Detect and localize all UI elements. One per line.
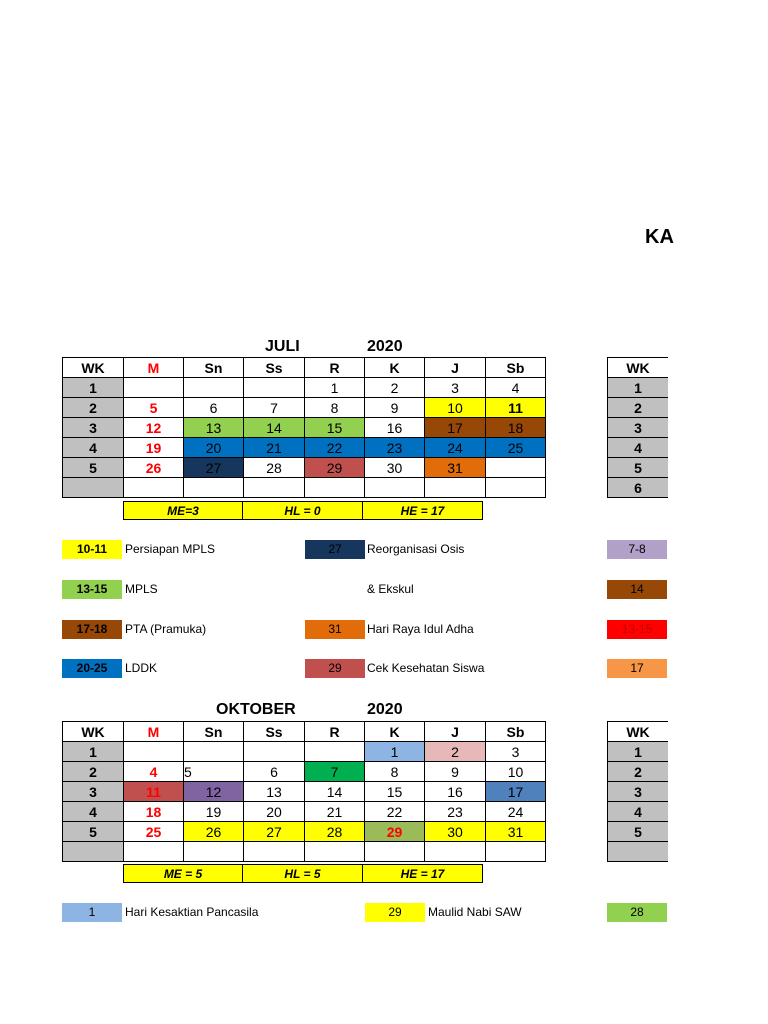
day-cell: [244, 842, 305, 862]
header-wk: WK: [608, 358, 669, 378]
right-calendar-partial-bottom: [607, 721, 668, 862]
day-cell: 1: [305, 378, 365, 398]
header-wk: WK: [608, 722, 669, 742]
header-jumat: J: [425, 358, 486, 378]
day-cell: 12: [124, 418, 184, 438]
table-row: [63, 742, 546, 762]
day-cell: 22: [365, 802, 425, 822]
week-number: 1: [63, 378, 124, 398]
juli-header-row: [63, 358, 546, 378]
legend-swatch: 29: [365, 903, 425, 922]
day-cell: [365, 478, 425, 498]
legend-swatch: 29: [305, 659, 365, 678]
header-senin: Sn: [184, 358, 244, 378]
day-cell: [184, 378, 244, 398]
header-sabtu: Sb: [486, 358, 546, 378]
day-cell: 1: [365, 742, 425, 762]
day-cell: 17: [486, 782, 546, 802]
day-cell: 12: [184, 782, 244, 802]
legend-label: Cek Kesehatan Siswa: [367, 661, 485, 675]
day-cell: [486, 458, 546, 478]
oktober-month-title: OKTOBER: [216, 701, 296, 718]
day-cell: 21: [305, 802, 365, 822]
legend-swatch: 20-25: [62, 659, 122, 678]
week-number: [63, 842, 124, 862]
day-cell: [305, 478, 365, 498]
summary-hl: HL = 0: [243, 501, 363, 520]
day-cell: 3: [486, 742, 546, 762]
table-row: [63, 842, 546, 862]
day-cell: [184, 742, 244, 762]
day-cell: 9: [365, 398, 425, 418]
oktober-year-title: 2020: [367, 701, 403, 718]
table-row: [63, 418, 546, 438]
day-cell: 16: [365, 418, 425, 438]
legend-swatch: 1: [62, 903, 122, 922]
day-cell: 2: [365, 378, 425, 398]
day-cell: 5: [184, 762, 244, 782]
header-selasa: Ss: [244, 358, 305, 378]
day-cell: 30: [365, 458, 425, 478]
week-number: 5: [63, 822, 124, 842]
day-cell: [486, 478, 546, 498]
day-cell: 28: [244, 458, 305, 478]
day-cell: 27: [184, 458, 244, 478]
juli-month-title: JULI: [265, 338, 300, 355]
day-cell: 31: [486, 822, 546, 842]
day-cell: 13: [244, 782, 305, 802]
summary-me: ME = 5: [123, 864, 243, 883]
legend-swatch: 28: [607, 903, 667, 922]
day-cell: 27: [244, 822, 305, 842]
legend-label: Reorganisasi Osis: [367, 542, 465, 556]
legend-label: Persiapan MPLS: [125, 542, 216, 556]
day-cell: [124, 842, 184, 862]
day-cell: 29: [305, 458, 365, 478]
day-cell: [365, 842, 425, 862]
day-cell: 2: [425, 742, 486, 762]
day-cell: 10: [486, 762, 546, 782]
juli-summary: [123, 501, 483, 520]
week-number: 3: [63, 418, 124, 438]
day-cell: [486, 842, 546, 862]
header-minggu: M: [124, 358, 184, 378]
day-cell: 3: [425, 378, 486, 398]
day-cell: 4: [124, 762, 184, 782]
week-number: [608, 842, 669, 862]
day-cell: 17: [425, 418, 486, 438]
header-kamis: K: [365, 722, 425, 742]
header-selasa: Ss: [244, 722, 305, 742]
day-cell: 4: [486, 378, 546, 398]
week-number: 1: [63, 742, 124, 762]
week-number: 2: [608, 762, 669, 782]
day-cell: 19: [184, 802, 244, 822]
day-cell: 22: [305, 438, 365, 458]
oktober-header-row: [63, 722, 546, 742]
day-cell: 5: [124, 398, 184, 418]
legend-label: PTA (Pramuka): [125, 622, 207, 636]
day-cell: 18: [486, 418, 546, 438]
table-row: [63, 782, 546, 802]
juli-year-title: 2020: [367, 338, 403, 355]
day-cell: 20: [244, 802, 305, 822]
legend-swatch: 10-11: [62, 540, 122, 559]
day-cell: [124, 478, 184, 498]
day-cell: 25: [486, 438, 546, 458]
day-cell: 23: [365, 438, 425, 458]
oktober-calendar-table: [62, 721, 546, 862]
day-cell: 9: [425, 762, 486, 782]
header-minggu: M: [124, 722, 184, 742]
legend-label: MPLS: [125, 582, 158, 596]
day-cell: [425, 478, 486, 498]
day-cell: 21: [244, 438, 305, 458]
day-cell: 13: [184, 418, 244, 438]
header-wk: WK: [63, 358, 124, 378]
juli-calendar-table: [62, 357, 546, 498]
day-cell: 29: [365, 822, 425, 842]
day-cell: [244, 378, 305, 398]
week-number: 4: [63, 438, 124, 458]
table-row: [63, 762, 546, 782]
day-cell: [305, 742, 365, 762]
day-cell: 24: [425, 438, 486, 458]
table-row: [63, 478, 546, 498]
legend-label: Maulid Nabi SAW: [428, 905, 522, 919]
week-number: 3: [608, 782, 669, 802]
legend-swatch: 13-15: [607, 620, 667, 639]
day-cell: 15: [305, 418, 365, 438]
header-senin: Sn: [184, 722, 244, 742]
legend-label: Hari Kesaktian Pancasila: [125, 905, 259, 919]
week-number: 2: [608, 398, 669, 418]
table-row: [63, 458, 546, 478]
week-number: 2: [63, 762, 124, 782]
right-calendar-partial: [607, 357, 668, 498]
day-cell: 25: [124, 822, 184, 842]
day-cell: 26: [124, 458, 184, 478]
day-cell: 14: [305, 782, 365, 802]
table-row: [63, 822, 546, 842]
table-row: [63, 802, 546, 822]
day-cell: [244, 478, 305, 498]
week-number: 5: [608, 458, 669, 478]
week-number: 4: [608, 802, 669, 822]
week-number: 6: [608, 478, 669, 498]
week-number: 1: [608, 742, 669, 762]
summary-me: ME=3: [123, 501, 243, 520]
week-number: 4: [63, 802, 124, 822]
summary-he: HE = 17: [363, 864, 483, 883]
legend-swatch: 14: [607, 580, 667, 599]
legend-swatch: 13-15: [62, 580, 122, 599]
day-cell: 30: [425, 822, 486, 842]
day-cell: 11: [124, 782, 184, 802]
week-number: 2: [63, 398, 124, 418]
legend-label: Hari Raya Idul Adha: [367, 622, 474, 636]
header-sabtu: Sb: [486, 722, 546, 742]
day-cell: 8: [305, 398, 365, 418]
day-cell: 6: [184, 398, 244, 418]
week-number: 5: [608, 822, 669, 842]
day-cell: 7: [305, 762, 365, 782]
day-cell: 10: [425, 398, 486, 418]
oktober-summary: [123, 864, 483, 883]
legend-swatch: 7-8: [607, 540, 667, 559]
legend-swatch: 27: [305, 540, 365, 559]
day-cell: 26: [184, 822, 244, 842]
day-cell: [184, 842, 244, 862]
day-cell: [425, 842, 486, 862]
day-cell: [244, 742, 305, 762]
day-cell: 16: [425, 782, 486, 802]
day-cell: 28: [305, 822, 365, 842]
legend-swatch: 31: [305, 620, 365, 639]
week-number: 5: [63, 458, 124, 478]
page-title: KA: [645, 226, 674, 248]
week-number: 3: [608, 418, 669, 438]
table-row: [63, 438, 546, 458]
table-row: [63, 378, 546, 398]
day-cell: [305, 842, 365, 862]
day-cell: 6: [244, 762, 305, 782]
summary-he: HE = 17: [363, 501, 483, 520]
day-cell: 8: [365, 762, 425, 782]
day-cell: 20: [184, 438, 244, 458]
day-cell: [124, 378, 184, 398]
legend-swatch: 17-18: [62, 620, 122, 639]
week-number: 1: [608, 378, 669, 398]
legend-label: LDDK: [125, 661, 158, 675]
day-cell: [184, 478, 244, 498]
header-wk: WK: [63, 722, 124, 742]
legend-label: & Ekskul: [367, 582, 414, 596]
day-cell: 23: [425, 802, 486, 822]
legend-swatch: 17: [607, 659, 667, 678]
table-row: [63, 398, 546, 418]
header-kamis: K: [365, 358, 425, 378]
week-number: 4: [608, 438, 669, 458]
day-cell: 7: [244, 398, 305, 418]
day-cell: 14: [244, 418, 305, 438]
day-cell: 24: [486, 802, 546, 822]
day-cell: 15: [365, 782, 425, 802]
day-cell: 31: [425, 458, 486, 478]
day-cell: 18: [124, 802, 184, 822]
day-cell: [124, 742, 184, 762]
header-rabu: R: [305, 358, 365, 378]
week-number: [63, 478, 124, 498]
week-number: 3: [63, 782, 124, 802]
day-cell: 19: [124, 438, 184, 458]
header-rabu: R: [305, 722, 365, 742]
day-cell: 11: [486, 398, 546, 418]
summary-hl: HL = 5: [243, 864, 363, 883]
header-jumat: J: [425, 722, 486, 742]
